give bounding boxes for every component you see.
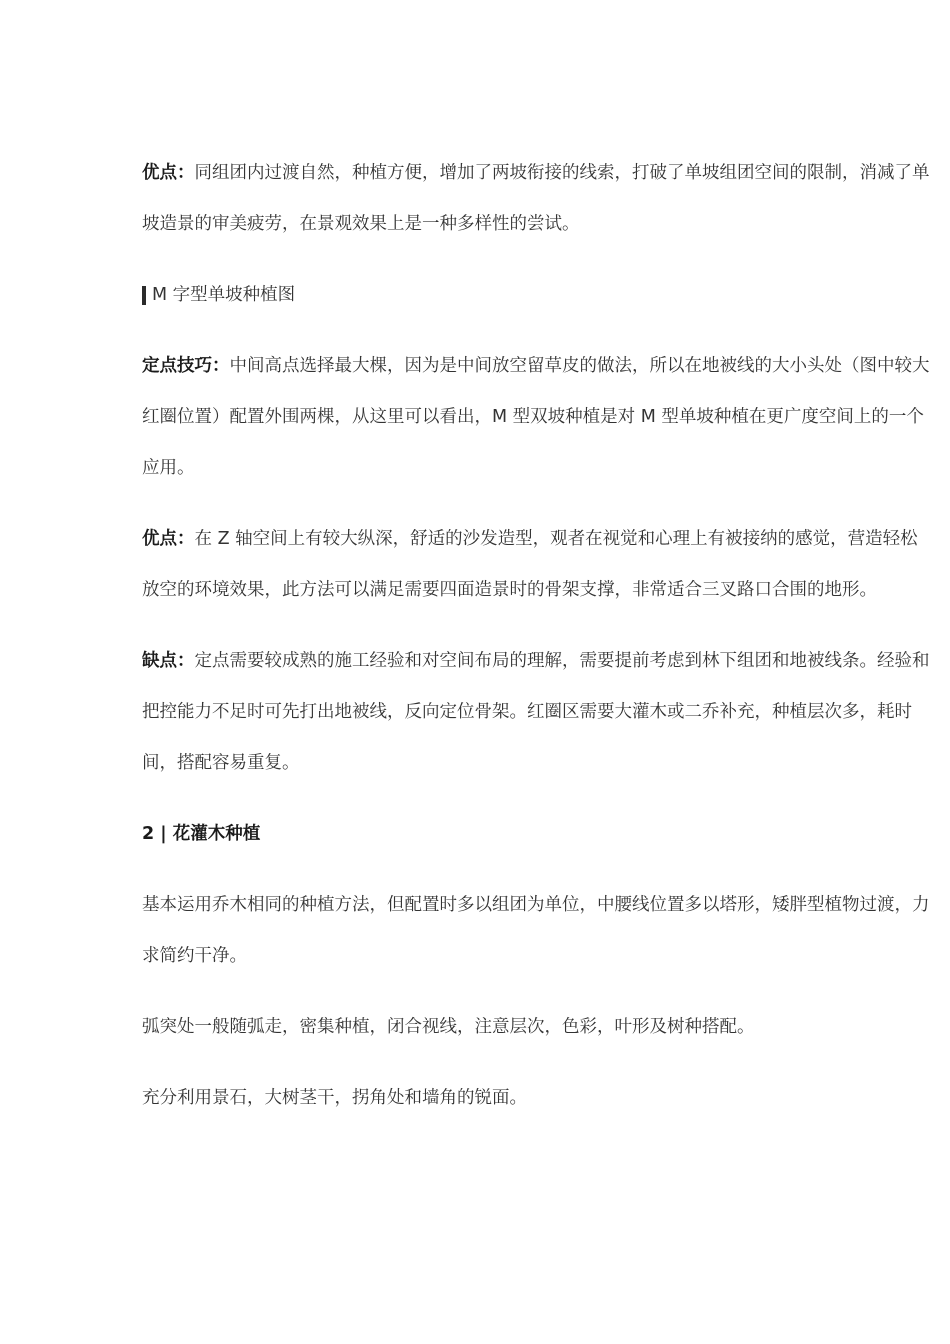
disadvantage-paragraph (142, 636, 932, 789)
advantage-label-2: 优点： (142, 529, 195, 549)
technique-paragraph (142, 341, 932, 494)
subsection-title-text: M 字型单坡种植图 (152, 285, 296, 305)
shrub-paragraph-2: 弧突处一般随弧走，密集种植，闭合视线，注意层次，色彩，叶形及树种搭配。 (142, 1017, 755, 1037)
shrub-paragraph-3: 充分利用景石，大树茎干，拐角处和墙角的锐面。 (142, 1088, 527, 1108)
technique-label: 定点技巧： (142, 356, 230, 376)
section-heading: 2 | 花灌木种植 (142, 824, 261, 844)
shrub-paragraph-1: 基本运用乔木相同的种植方法，但配置时多以组团为单位，中腰线位置多以塔形，矮胖型植物过渡，力求简约干净。 (142, 895, 930, 966)
advantage-text-2: 在 Z 轴空间上有较大纵深，舒适的沙发造型，观者在视觉和心理上有被接纳的感觉，营造轻松放空的环境效果，此方法可以满足需要四面造景时的骨架支撑，非常适合三叉路口合围的地形。 (142, 529, 918, 600)
advantage-paragraph-2 (142, 514, 932, 616)
article-body (142, 148, 932, 1124)
disadvantage-label: 缺点： (142, 651, 195, 671)
technique-text: 中间高点选择最大棵，因为是中间放空留草皮的做法，所以在地被线的大小头处（图中较大红圈位置）配置外围两棵，从这里可以看出，M 型双坡种植是对 M 型单坡种植在更广度空间上的一个应用。 (142, 356, 930, 478)
subsection-title (142, 270, 932, 321)
subsection-bar-icon (142, 286, 146, 305)
advantage-label-1: 优点： (142, 163, 195, 183)
advantage-paragraph-1 (142, 148, 932, 250)
disadvantage-text: 定点需要较成熟的施工经验和对空间布局的理解，需要提前考虑到林下组团和地被线条。经验和把控能力不足时可先打出地被线，反向定位骨架。红圈区需要大灌木或二乔补充，种植层次多，耗时间，搭配容易重复。 (142, 651, 930, 773)
advantage-text-1: 同组团内过渡自然，种植方便，增加了两坡衔接的线索，打破了单坡组团空间的限制，消减了单坡造景的审美疲劳，在景观效果上是一种多样性的尝试。 (142, 163, 930, 234)
